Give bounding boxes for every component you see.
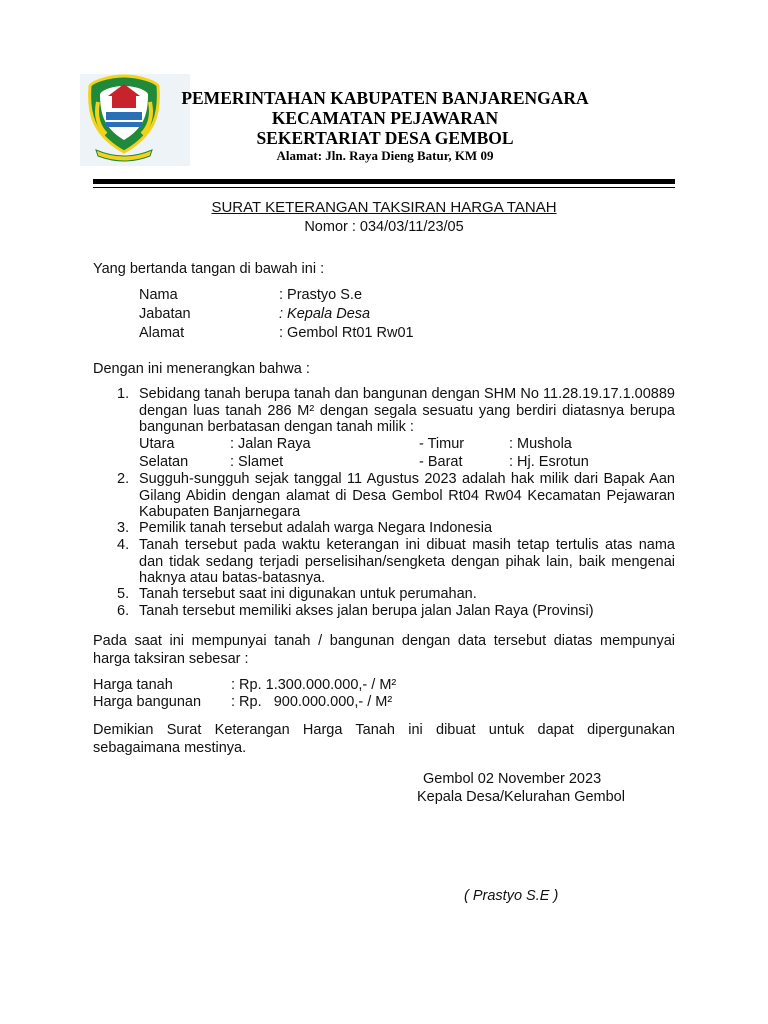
boundary-north-label: Utara xyxy=(139,436,175,452)
list-item: Tanah tersebut saat ini digunakan untuk perumahan. xyxy=(139,586,477,602)
header-district: KECAMATAN PEJAWARAN xyxy=(271,108,499,128)
signer-title: Kepala Desa/Kelurahan Gembol xyxy=(417,789,625,805)
list-item-number: 3. xyxy=(117,520,130,536)
list-item-number: 6. xyxy=(117,603,130,619)
intro-text: Yang bertanda tangan di bawah ini : xyxy=(93,261,325,277)
land-price-value: : Rp. 1.300.000.000,- / M² xyxy=(231,677,397,693)
list-item-number: 4. xyxy=(117,537,130,553)
signer-address-value: : Gembol Rt01 Rw01 xyxy=(279,325,414,341)
building-price-value: : Rp. 900.000.000,- / M² xyxy=(231,694,393,710)
document-number: Nomor : 034/03/11/23/05 xyxy=(304,219,464,235)
signer-position-label: Jabatan xyxy=(139,306,191,322)
header-divider-thick xyxy=(93,179,675,184)
price-intro: Pada saat ini mempunyai tanah / bangunan dengan data tersebut diatas mempunyai harga taksiran sebesar : xyxy=(93,633,675,667)
list-item: Pemilik tanah tersebut adalah warga Negara Indonesia xyxy=(139,520,493,536)
land-price-label: Harga tanah xyxy=(93,677,173,693)
list-item-number: 1. xyxy=(117,386,130,402)
boundary-south-label: Selatan xyxy=(139,454,189,470)
document-title: SURAT KETERANGAN TAKSIRAN HARGA TANAH xyxy=(211,199,557,216)
header-address: Alamat: Jln. Raya Dieng Batur, KM 09 xyxy=(276,148,494,163)
signer-position-value: : Kepala Desa xyxy=(279,306,371,322)
list-item: Sugguh-sungguh sejak tanggal 11 Agustus 2023 adalah hak milik dari Bapak Aan Gilang Abidin dengan alamat di Desa Gembol Rt04 Rw04 Kecamatan Pejawaran Kabupaten Banjarnegara xyxy=(139,471,675,520)
header-divider-thin xyxy=(93,187,675,188)
header-government: PEMERINTAHAN KABUPATEN BANJARENGARA xyxy=(181,88,589,108)
boundary-east-label: - Timur xyxy=(419,436,465,452)
signer-address-label: Alamat xyxy=(139,325,185,341)
boundary-south-value: : Slamet xyxy=(230,454,284,470)
list-item: Tanah tersebut pada waktu keterangan ini dibuat masih tetap tertulis atas nama dan tidak sedang terjadi perselisihan/sengketa dengan pihak lain, baik mengenai haknya atau batas-batasnya. xyxy=(139,537,675,586)
list-item: Tanah tersebut memiliki akses jalan berupa jalan Jalan Raya (Provinsi) xyxy=(139,603,594,619)
place-date: Gembol 02 November 2023 xyxy=(423,771,602,787)
signature-name: ( Prastyo S.E ) xyxy=(464,888,559,904)
boundary-east-value: : Mushola xyxy=(509,436,572,452)
signer-name-label: Nama xyxy=(139,287,178,303)
list-item-number: 5. xyxy=(117,586,130,602)
building-price-label: Harga bangunan xyxy=(93,694,202,710)
boundary-west-label: - Barat xyxy=(419,454,463,470)
signer-name-value: : Prastyo S.e xyxy=(279,287,363,303)
closing-text: Demikian Surat Keterangan Harga Tanah ini dibuat untuk dapat dipergunakan sebagaimana mestinya. xyxy=(93,722,675,756)
header-secretariat: SEKERTARIAT DESA GEMBOL xyxy=(256,128,514,148)
boundary-west-value: : Hj. Esrotun xyxy=(509,454,589,470)
statement-intro: Dengan ini menerangkan bahwa : xyxy=(93,361,310,377)
list-item-number: 2. xyxy=(117,471,130,487)
statement-list xyxy=(93,386,675,626)
boundary-north-value: : Jalan Raya xyxy=(230,436,311,452)
list-item: Sebidang tanah berupa tanah dan bangunan dengan SHM No 11.28.19.17.1.00889 dengan luas tanah 286 M² dengan segala sesuatu yang berdiri diatasnya berupa bangunan berbatasan dengan tanah milik : xyxy=(139,386,675,435)
